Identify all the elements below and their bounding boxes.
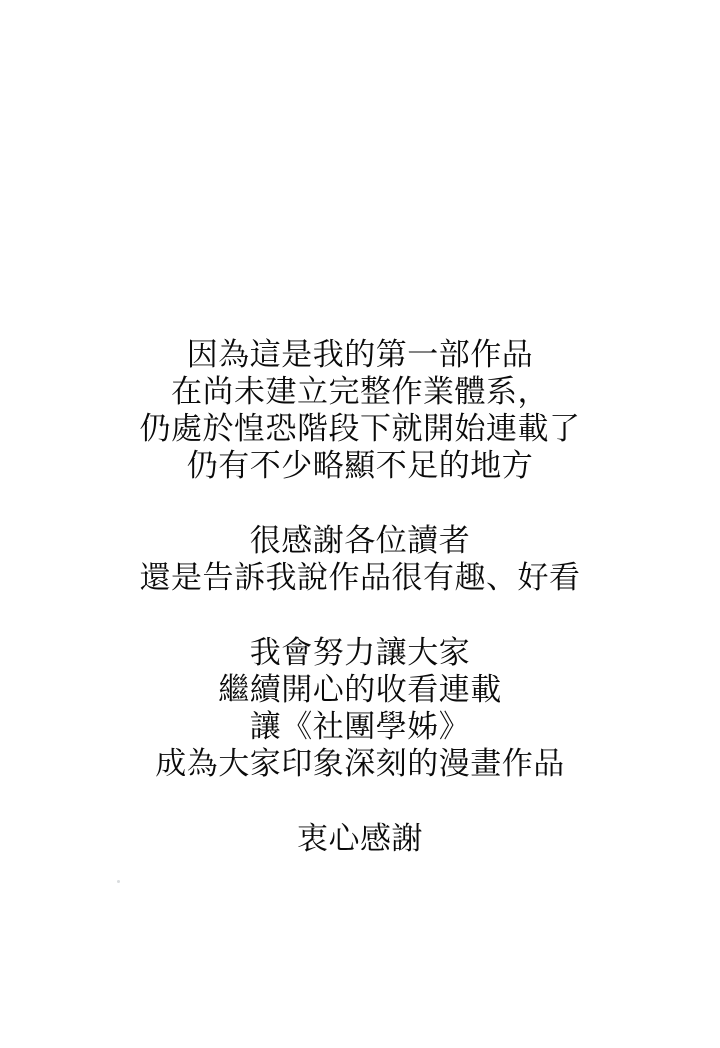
note-paragraph-4 xyxy=(0,820,720,857)
note-line: 仍處於惶恐階段下就開始連載了 xyxy=(139,411,581,446)
author-note xyxy=(0,336,720,857)
note-line: 在尚未建立完整作業體系， xyxy=(171,374,549,409)
note-paragraph-1 xyxy=(0,336,720,484)
note-line: 還是告訴我說作品很有趣、好看 xyxy=(139,560,581,595)
note-line: 讓《社團學姊》 xyxy=(249,709,471,744)
note-paragraph-3 xyxy=(0,634,720,782)
note-line: 我會努力讓大家 xyxy=(249,635,471,670)
note-paragraph-2 xyxy=(0,522,720,596)
scan-artifact-dot xyxy=(117,880,120,883)
note-closing-line: 衷心感謝 xyxy=(297,821,423,856)
note-line: 仍有不少略顯不足的地方 xyxy=(186,448,534,483)
note-line: 因為這是我的第一部作品 xyxy=(186,337,534,372)
note-line: 繼續開心的收看連載 xyxy=(218,672,502,707)
note-line: 很感謝各位讀者 xyxy=(249,523,471,558)
note-line: 成為大家印象深刻的漫畫作品 xyxy=(155,746,565,781)
